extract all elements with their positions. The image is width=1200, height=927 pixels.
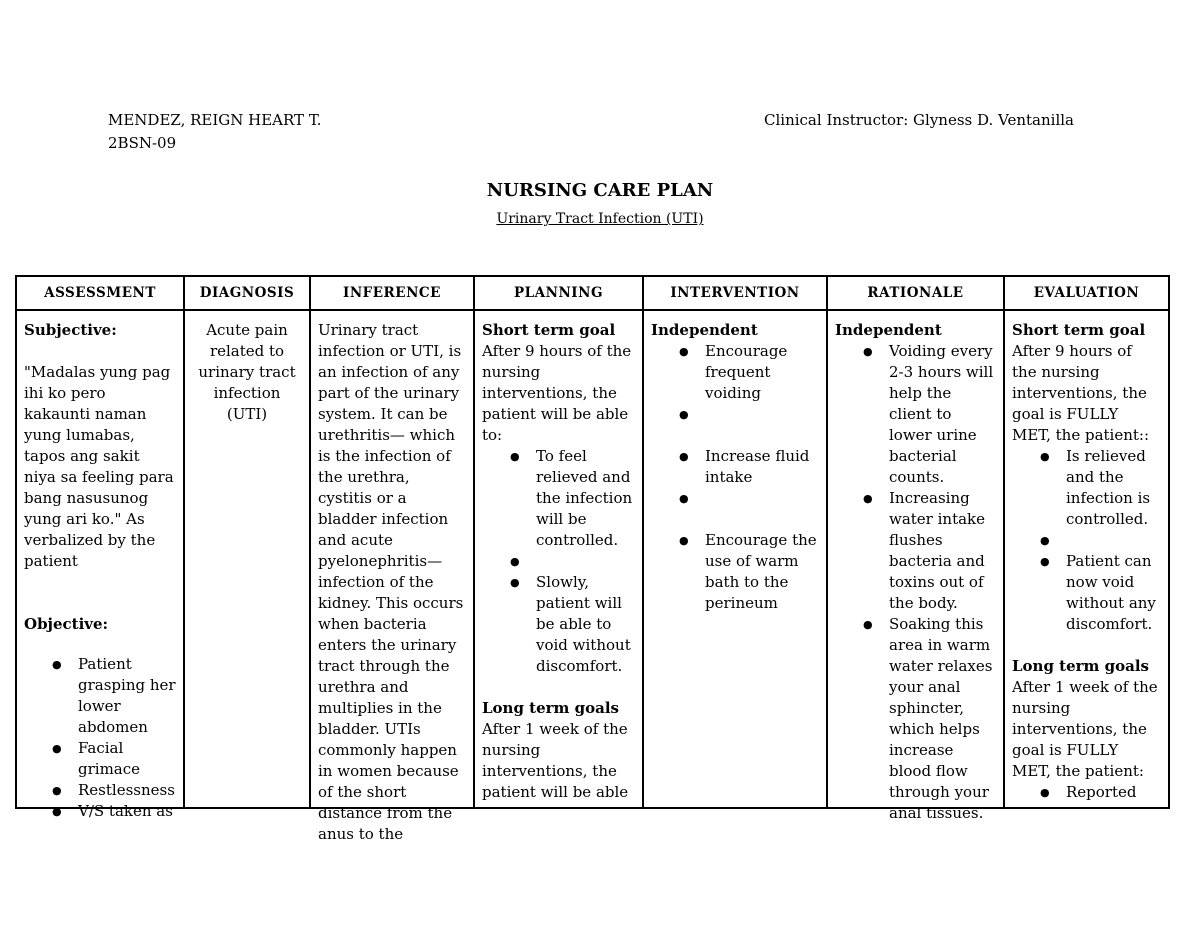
- intervention-list: [651, 341, 819, 614]
- column-header-diagnosis: DIAGNOSIS: [184, 276, 310, 310]
- document-title: NURSING CARE PLAN: [486, 180, 714, 201]
- list-item: ● Is relieved and the infection is controlled.: [1066, 446, 1161, 530]
- diagnosis-cell: [184, 310, 310, 808]
- table-row: [16, 310, 1169, 808]
- evaluation-short-term-list: [1012, 446, 1161, 635]
- evaluation-short-term-text: After 9 hours of the nursing interventions, the goal is FULLY MET, the patient::: [1012, 342, 1150, 444]
- evaluation-short-term-label: Short term goal: [1012, 321, 1146, 339]
- column-header-assessment: ASSESSMENT: [16, 276, 184, 310]
- planning-long-term-label: Long term goals: [482, 699, 619, 717]
- planning-short-term-label: Short term goal: [482, 321, 616, 339]
- planning-short-term-list: [482, 446, 635, 677]
- planning-cell: [474, 310, 643, 808]
- list-item: ● Reported: [1066, 782, 1161, 803]
- planning-long-term-text: After 1 week of the nursing interventions, the patient will be able: [482, 720, 629, 801]
- list-item: ● Restlessness: [78, 780, 176, 801]
- rationale-cell: [827, 310, 1004, 822]
- list-item: ● Soaking this area in warm water relaxes your anal sphincter, which helps increase blood flow through your anal tissues.: [889, 614, 996, 824]
- list-item: ● Patient can now void without any discomfort.: [1066, 551, 1161, 635]
- list-item: ● Slowly, patient will be able to void without discomfort.: [536, 572, 635, 677]
- subjective-text: "Madalas yung pag ihi ko pero kakaunti naman yung lumabas, tapos ang sakit niya sa feeling para bang nasusunog yung ari ko." As verbalized by the patient: [24, 363, 174, 570]
- clinical-instructor: Clinical Instructor: Glyness D. Ventanilla: [764, 111, 1074, 129]
- column-header-evaluation: EVALUATION: [1004, 276, 1169, 310]
- column-header-rationale: RATIONALE: [827, 276, 1004, 310]
- assessment-cell: [16, 310, 184, 820]
- inference-text: Urinary tract infection or UTI, is an infection of any part of the urinary system. It can be urethritis— which is the infection of the urethra, cystitis or a bladder infection and acute pyelonephritis— infection of the kidney. This occurs when bacteria enters the urinary tract through the urethra and multiplies in the bladder. UTIs commonly happen in women because of the short distance from the anus to the: [318, 321, 464, 843]
- planning-short-term-text: After 9 hours of the nursing interventions, the patient will be able to:: [482, 342, 632, 444]
- list-item: ● To feel relieved and the infection will be controlled.: [536, 446, 635, 551]
- student-section: 2BSN-09: [108, 134, 177, 152]
- rationale-list: [835, 341, 996, 824]
- column-header-intervention: INTERVENTION: [643, 276, 827, 310]
- list-item: ● Voiding every 2-3 hours will help the client to lower urine bacterial counts.: [889, 341, 996, 488]
- evaluation-long-term-text: After 1 week of the nursing interventions, the goal is FULLY MET, the patient:: [1012, 678, 1158, 780]
- intervention-cell: [643, 310, 827, 808]
- intervention-independent-label: Independent: [651, 321, 758, 339]
- list-item: ● Increasing water intake flushes bacteria and toxins out of the body.: [889, 488, 996, 614]
- care-plan-table: [15, 275, 1170, 843]
- list-item: ● Increase fluid intake: [705, 446, 819, 488]
- diagnosis-text: Acute pain related to urinary tract infection (UTI): [198, 321, 296, 423]
- objective-list: [24, 654, 176, 822]
- list-item: ● Encourage the use of warm bath to the perineum: [705, 530, 819, 614]
- document-subtitle: Urinary Tract Infection (UTI): [496, 211, 704, 227]
- student-name: MENDEZ, REIGN HEART T.: [108, 111, 322, 129]
- objective-label: Objective:: [24, 615, 109, 633]
- evaluation-cell: [1004, 310, 1169, 808]
- list-item: ● Patient grasping her lower abdomen: [78, 654, 176, 738]
- column-header-inference: INFERENCE: [310, 276, 474, 310]
- evaluation-long-term-label: Long term goals: [1012, 657, 1149, 675]
- list-item: ● Facial grimace: [78, 738, 176, 780]
- inference-cell: [310, 310, 474, 843]
- list-item: ● V/S taken as: [78, 801, 176, 822]
- subjective-label: Subjective:: [24, 321, 117, 339]
- table-header-row: [16, 276, 1169, 310]
- list-item: ● Encourage frequent voiding: [705, 341, 819, 404]
- column-header-planning: PLANNING: [474, 276, 643, 310]
- rationale-independent-label: Independent: [835, 321, 942, 339]
- evaluation-long-term-list: [1012, 782, 1161, 803]
